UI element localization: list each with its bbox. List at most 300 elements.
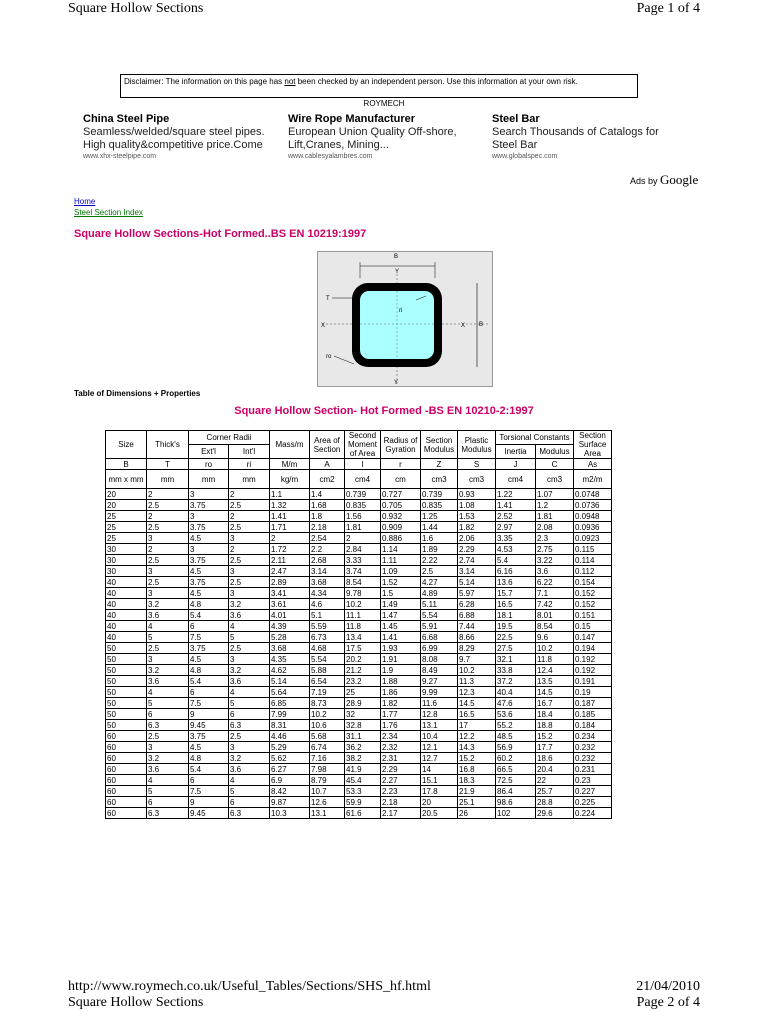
table-row [106, 742, 612, 753]
table-cell: 3.2 [147, 753, 189, 764]
table-cell: 0.0748 [574, 489, 612, 500]
table-cell: 3 [229, 533, 270, 544]
table-row [106, 808, 612, 819]
table-cell: 2.68 [310, 555, 345, 566]
table-cell: 9 [189, 709, 229, 720]
table-cell: 8.73 [310, 698, 345, 709]
table-cell: 3 [229, 566, 270, 577]
table-cell: 45.4 [345, 775, 381, 786]
table-cell: 0.192 [574, 665, 612, 676]
table-cell: 1.32 [270, 500, 310, 511]
table-cell: 9.45 [189, 808, 229, 819]
table-cell: 11.6 [421, 698, 458, 709]
table-row [106, 511, 612, 522]
table-cell: 3.75 [189, 500, 229, 511]
unit-cell: mm [229, 470, 270, 489]
col-header-mass: Mass/m [270, 431, 310, 459]
table-cell: 4.5 [189, 533, 229, 544]
table-cell: 3.2 [229, 665, 270, 676]
table-cell: 0.191 [574, 676, 612, 687]
table-cell: 20.5 [421, 808, 458, 819]
table-cell: 2.18 [381, 797, 421, 808]
table-cell: 3.68 [270, 643, 310, 654]
ad-item[interactable] [83, 113, 273, 160]
table-cell: 5 [147, 632, 189, 643]
table-cell: 3.2 [147, 599, 189, 610]
symbol-cell: T [147, 459, 189, 470]
table-cell: 50 [106, 720, 147, 731]
table-cell: 19.5 [496, 621, 536, 632]
table-cell: 6.3 [229, 808, 270, 819]
table-cell: 2.5 [147, 643, 189, 654]
table-cell: 4 [229, 775, 270, 786]
table-cell: 2.17 [381, 808, 421, 819]
table-cell: 40 [106, 632, 147, 643]
unit-cell: m2/m [574, 470, 612, 489]
table-cell: 25 [345, 687, 381, 698]
table-cell: 60.2 [496, 753, 536, 764]
unit-cell: mm [189, 470, 229, 489]
table-cell: 1.2 [536, 500, 574, 511]
table-cell: 3.6 [229, 610, 270, 621]
table-row [106, 654, 612, 665]
dimensions-table [105, 430, 612, 819]
table-cell: 3.6 [147, 764, 189, 775]
table-row [106, 544, 612, 555]
table-cell: 6.85 [270, 698, 310, 709]
table-cell: 3 [229, 742, 270, 753]
table-row [106, 577, 612, 588]
table-cell: 7.44 [458, 621, 496, 632]
table-cell: 21.9 [458, 786, 496, 797]
unit-cell: cm [381, 470, 421, 489]
table-cell: 1.81 [536, 511, 574, 522]
table-cell: 6.99 [421, 643, 458, 654]
table-cell: 60 [106, 753, 147, 764]
table-cell: 4.8 [189, 599, 229, 610]
table-cell: 2.3 [536, 533, 574, 544]
table-cell: 0.705 [381, 500, 421, 511]
table-cell: 13.6 [496, 577, 536, 588]
unit-cell: cm3 [458, 470, 496, 489]
table-cell: 66.5 [496, 764, 536, 775]
table-cell: 4 [229, 621, 270, 632]
table-cell: 10.6 [310, 720, 345, 731]
col-header-section-modulus: Section Modulus [421, 431, 458, 459]
ad-title[interactable]: Wire Rope Manufacturer [288, 113, 416, 125]
symbol-cell: C [536, 459, 574, 470]
table-cell: 12.3 [458, 687, 496, 698]
table-cell: 4.34 [310, 588, 345, 599]
table-cell: 5.4 [189, 610, 229, 621]
symbol-cell: A [310, 459, 345, 470]
table-cell: 12.6 [310, 797, 345, 808]
ad-title[interactable]: Steel Bar [492, 113, 540, 125]
table-cell: 3.35 [496, 533, 536, 544]
table-cell: 9.6 [536, 632, 574, 643]
table-cell: 2.5 [229, 731, 270, 742]
table-cell: 20.4 [536, 764, 574, 775]
table-cell: 13.1 [310, 808, 345, 819]
table-cell: 5.1 [310, 610, 345, 621]
table-cell: 3.14 [310, 566, 345, 577]
table-cell: 0.115 [574, 544, 612, 555]
col-header-torsional: Torsional Constants [496, 431, 574, 445]
table-cell: 3.41 [270, 588, 310, 599]
table-cell: 4.5 [189, 588, 229, 599]
col-header-thick: Thick's [147, 431, 189, 459]
table-cell: 2.27 [381, 775, 421, 786]
ad-body: Seamless/welded/square steel pipes. High quality&competitive price.Come [83, 126, 265, 151]
home-link[interactable]: Home [74, 197, 96, 206]
table-cell: 25 [106, 533, 147, 544]
table-cell: 11.8 [345, 621, 381, 632]
steel-section-index-link[interactable]: Steel Section Index [74, 208, 143, 217]
print-footer-page: Page 2 of 4 [636, 995, 700, 1010]
col-header-size: Size [106, 431, 147, 459]
col-header-inertia: Inertia [496, 445, 536, 459]
table-row [106, 786, 612, 797]
ad-title[interactable]: China Steel Pipe [83, 113, 170, 125]
table-cell: 38.2 [345, 753, 381, 764]
table-cell: 10.2 [345, 599, 381, 610]
table-cell: 3 [229, 654, 270, 665]
table-cell: 10.3 [270, 808, 310, 819]
table-cell: 7.5 [189, 698, 229, 709]
col-header-plastic-modulus: Plastic Modulus [458, 431, 496, 459]
table-cell: 17.5 [345, 643, 381, 654]
table-cell: 1.45 [381, 621, 421, 632]
table-cell: 0.739 [345, 489, 381, 500]
table-row [106, 753, 612, 764]
table-cell: 5.54 [421, 610, 458, 621]
table-cell: 16.8 [458, 764, 496, 775]
table-cell: 0.932 [381, 511, 421, 522]
table-cell: 8.54 [536, 621, 574, 632]
table-cell: 20 [421, 797, 458, 808]
table-cell: 27.5 [496, 643, 536, 654]
table-cell: 5.64 [270, 687, 310, 698]
table-cell: 3 [147, 588, 189, 599]
table-row [106, 797, 612, 808]
table-cell: 4.5 [189, 654, 229, 665]
table-cell: 5 [229, 632, 270, 643]
table-row [106, 775, 612, 786]
units-row [106, 470, 612, 489]
table-cell: 5 [229, 698, 270, 709]
table-cell: 11.1 [345, 610, 381, 621]
table-cell: 1.22 [496, 489, 536, 500]
table-cell: 2.29 [458, 544, 496, 555]
table-row [106, 621, 612, 632]
table-cell: 3.74 [345, 566, 381, 577]
table-cell: 72.5 [496, 775, 536, 786]
table-cell: 12.4 [536, 665, 574, 676]
disclaimer-box [120, 74, 638, 98]
col-header-modulus: Modulus [536, 445, 574, 459]
table-cell: 30 [106, 555, 147, 566]
table-cell: 6 [147, 797, 189, 808]
table-cell: 0.0736 [574, 500, 612, 511]
table-cell: 6 [229, 797, 270, 808]
table-cell: 6 [189, 687, 229, 698]
disclaimer-text-pre: Disclaimer: The information on this page has [124, 77, 285, 86]
table-cell: 6.28 [458, 599, 496, 610]
table-cell: 4.53 [496, 544, 536, 555]
table-cell: 1.82 [381, 698, 421, 709]
table-cell: 8.01 [536, 610, 574, 621]
table-cell: 4.62 [270, 665, 310, 676]
table-cell: 20.2 [345, 654, 381, 665]
table-cell: 18.6 [536, 753, 574, 764]
table-cell: 4.8 [189, 753, 229, 764]
ad-body: Search Thousands of Catalogs for Steel Bar [492, 126, 659, 151]
table-cell: 37.2 [496, 676, 536, 687]
table-cell: 4.5 [189, 742, 229, 753]
table-cell: 60 [106, 775, 147, 786]
table-cell: 8.54 [345, 577, 381, 588]
table-cell: 28.8 [536, 797, 574, 808]
table-cell: 55.2 [496, 720, 536, 731]
table-cell: 1.68 [310, 500, 345, 511]
table-cell: 21.2 [345, 665, 381, 676]
table-cell: 13.1 [421, 720, 458, 731]
col-header-radius: Radius of Gyration [381, 431, 421, 459]
table-cell: 2 [229, 511, 270, 522]
table-cell: 10.2 [536, 643, 574, 654]
table-cell: 2 [345, 533, 381, 544]
ad-url[interactable]: www.xhx-steelpipe.com [83, 153, 157, 160]
table-cell: 3.75 [189, 522, 229, 533]
table-cell: 40 [106, 610, 147, 621]
table-cell: 1.81 [345, 522, 381, 533]
table-cell: 10.2 [458, 665, 496, 676]
symbol-cell: M/m [270, 459, 310, 470]
table-cell: 22 [536, 775, 574, 786]
table-cell: 10.4 [421, 731, 458, 742]
table-cell: 31.1 [345, 731, 381, 742]
table-cell: 1.93 [381, 643, 421, 654]
table-cell: 5.91 [421, 621, 458, 632]
unit-cell: kg/m [270, 470, 310, 489]
col-header-corner-radii: Corner Radii [189, 431, 270, 445]
table-cell: 0.231 [574, 764, 612, 775]
symbols-row [106, 459, 612, 470]
table-cell: 2.74 [458, 555, 496, 566]
table-cell: 2 [270, 533, 310, 544]
table-cell: 0.152 [574, 599, 612, 610]
table-cell: 2 [229, 544, 270, 555]
table-cell: 59.9 [345, 797, 381, 808]
table-cell: 3.68 [310, 577, 345, 588]
symbol-cell: ro [189, 459, 229, 470]
table-cell: 6 [189, 775, 229, 786]
table-cell: 2.34 [381, 731, 421, 742]
table-cell: 4 [147, 621, 189, 632]
table-cell: 50 [106, 709, 147, 720]
table-cell: 1.91 [381, 654, 421, 665]
table-row [106, 599, 612, 610]
ad-url[interactable]: www.cablesyalambres.com [288, 153, 373, 160]
table-cell: 0.15 [574, 621, 612, 632]
table-cell: 12.2 [458, 731, 496, 742]
table-cell: 60 [106, 786, 147, 797]
table-row [106, 566, 612, 577]
table-cell: 5.29 [270, 742, 310, 753]
table-cell: 7.98 [310, 764, 345, 775]
table-cell: 5.68 [310, 731, 345, 742]
table-cell: 0.835 [421, 500, 458, 511]
table-cell: 4.01 [270, 610, 310, 621]
table-cell: 3.2 [229, 753, 270, 764]
table-cell: 1.11 [381, 555, 421, 566]
table-cell: 3.22 [536, 555, 574, 566]
table-cell: 6.3 [229, 720, 270, 731]
table-row [106, 698, 612, 709]
table-cell: 25 [106, 522, 147, 533]
table-cell: 0.187 [574, 698, 612, 709]
table-cell: 1.07 [536, 489, 574, 500]
table-cell: 22.5 [496, 632, 536, 643]
table-row [106, 610, 612, 621]
table-cell: 1.8 [310, 511, 345, 522]
table-cell: 3.75 [189, 643, 229, 654]
table-cell: 8.08 [421, 654, 458, 665]
table-cell: 13.4 [345, 632, 381, 643]
table-cell: 2.29 [381, 764, 421, 775]
diagram-label-ro: ro [326, 354, 332, 360]
table-cell: 40 [106, 577, 147, 588]
table-cell: 0.112 [574, 566, 612, 577]
table-cell: 4.68 [310, 643, 345, 654]
table-cell: 0.727 [381, 489, 421, 500]
table-cell: 8.31 [270, 720, 310, 731]
table-cell: 36.2 [345, 742, 381, 753]
table-cell: 5.4 [189, 764, 229, 775]
table-cell: 8.66 [458, 632, 496, 643]
table-cell: 5 [229, 786, 270, 797]
table-cell: 4.46 [270, 731, 310, 742]
ads-by-google[interactable] [630, 172, 698, 188]
table-cell: 0.886 [381, 533, 421, 544]
table-row [106, 500, 612, 511]
table-cell: 6.54 [310, 676, 345, 687]
ad-block [83, 113, 703, 193]
table-cell: 0.93 [458, 489, 496, 500]
table-cell: 1.4 [310, 489, 345, 500]
table-cell: 6.68 [421, 632, 458, 643]
section-diagram [317, 251, 493, 387]
table-cell: 12.1 [421, 742, 458, 753]
table-cell: 0.234 [574, 731, 612, 742]
table-cell: 2.5 [229, 555, 270, 566]
google-logo: Google [660, 172, 699, 187]
diagram-label-t: T [326, 296, 330, 302]
table-cell: 7.1 [536, 588, 574, 599]
col-header-surface-area: Section Surface Area [574, 431, 612, 459]
table-caption: Table of Dimensions + Properties [74, 389, 201, 398]
unit-cell: mm [147, 470, 189, 489]
table-cell: 2.5 [147, 577, 189, 588]
table-cell: 6 [229, 709, 270, 720]
symbol-cell: J [496, 459, 536, 470]
table-cell: 2.5 [229, 643, 270, 654]
table-cell: 3.6 [147, 676, 189, 687]
table-cell: 50 [106, 676, 147, 687]
table-cell: 2.52 [496, 511, 536, 522]
table-cell: 5.97 [458, 588, 496, 599]
table-cell: 20 [106, 500, 147, 511]
table-cell: 5.28 [270, 632, 310, 643]
table-cell: 14.3 [458, 742, 496, 753]
table-cell: 0.225 [574, 797, 612, 808]
table-cell: 5 [147, 786, 189, 797]
unit-cell: cm3 [421, 470, 458, 489]
table-cell: 28.9 [345, 698, 381, 709]
table-cell: 0.114 [574, 555, 612, 566]
table-cell: 0.232 [574, 742, 612, 753]
table-cell: 40 [106, 621, 147, 632]
table-cell: 2.5 [229, 500, 270, 511]
table-cell: 11.3 [458, 676, 496, 687]
table-cell: 102 [496, 808, 536, 819]
ad-item[interactable] [492, 113, 682, 160]
table-cell: 6.22 [536, 577, 574, 588]
table-row [106, 643, 612, 654]
table-cell: 7.99 [270, 709, 310, 720]
table-cell: 7.5 [189, 632, 229, 643]
table-cell: 0.194 [574, 643, 612, 654]
table-cell: 3.6 [229, 676, 270, 687]
table-cell: 9.87 [270, 797, 310, 808]
table-cell: 4.5 [189, 566, 229, 577]
table-cell: 0.0936 [574, 522, 612, 533]
table-cell: 25.7 [536, 786, 574, 797]
table-cell: 0.232 [574, 753, 612, 764]
table-cell: 17.7 [536, 742, 574, 753]
table-cell: 7.5 [189, 786, 229, 797]
table-cell: 0.835 [345, 500, 381, 511]
table-cell: 10.2 [310, 709, 345, 720]
table-row [106, 533, 612, 544]
table-cell: 50 [106, 698, 147, 709]
diagram-label-x-left: X [321, 323, 326, 329]
table-cell: 3.2 [229, 599, 270, 610]
table-cell: 3.75 [189, 731, 229, 742]
table-cell: 3 [189, 511, 229, 522]
table-cell: 98.6 [496, 797, 536, 808]
table-cell: 6.9 [270, 775, 310, 786]
ad-item[interactable] [288, 113, 478, 160]
table-cell: 1.89 [421, 544, 458, 555]
table-cell: 25 [106, 511, 147, 522]
table-cell: 32 [345, 709, 381, 720]
table-cell: 17.8 [421, 786, 458, 797]
table-cell: 0.192 [574, 654, 612, 665]
table-cell: 2.5 [147, 555, 189, 566]
table-cell: 5.4 [496, 555, 536, 566]
table-cell: 4.6 [310, 599, 345, 610]
table-row [106, 731, 612, 742]
table-cell: 4 [147, 687, 189, 698]
table-cell: 3.6 [229, 764, 270, 775]
table-cell: 4.35 [270, 654, 310, 665]
ad-url[interactable]: www.globalspec.com [492, 153, 558, 160]
table-cell: 2.32 [381, 742, 421, 753]
table-cell: 23.2 [345, 676, 381, 687]
table-cell: 15.7 [496, 588, 536, 599]
table-cell: 1.71 [270, 522, 310, 533]
